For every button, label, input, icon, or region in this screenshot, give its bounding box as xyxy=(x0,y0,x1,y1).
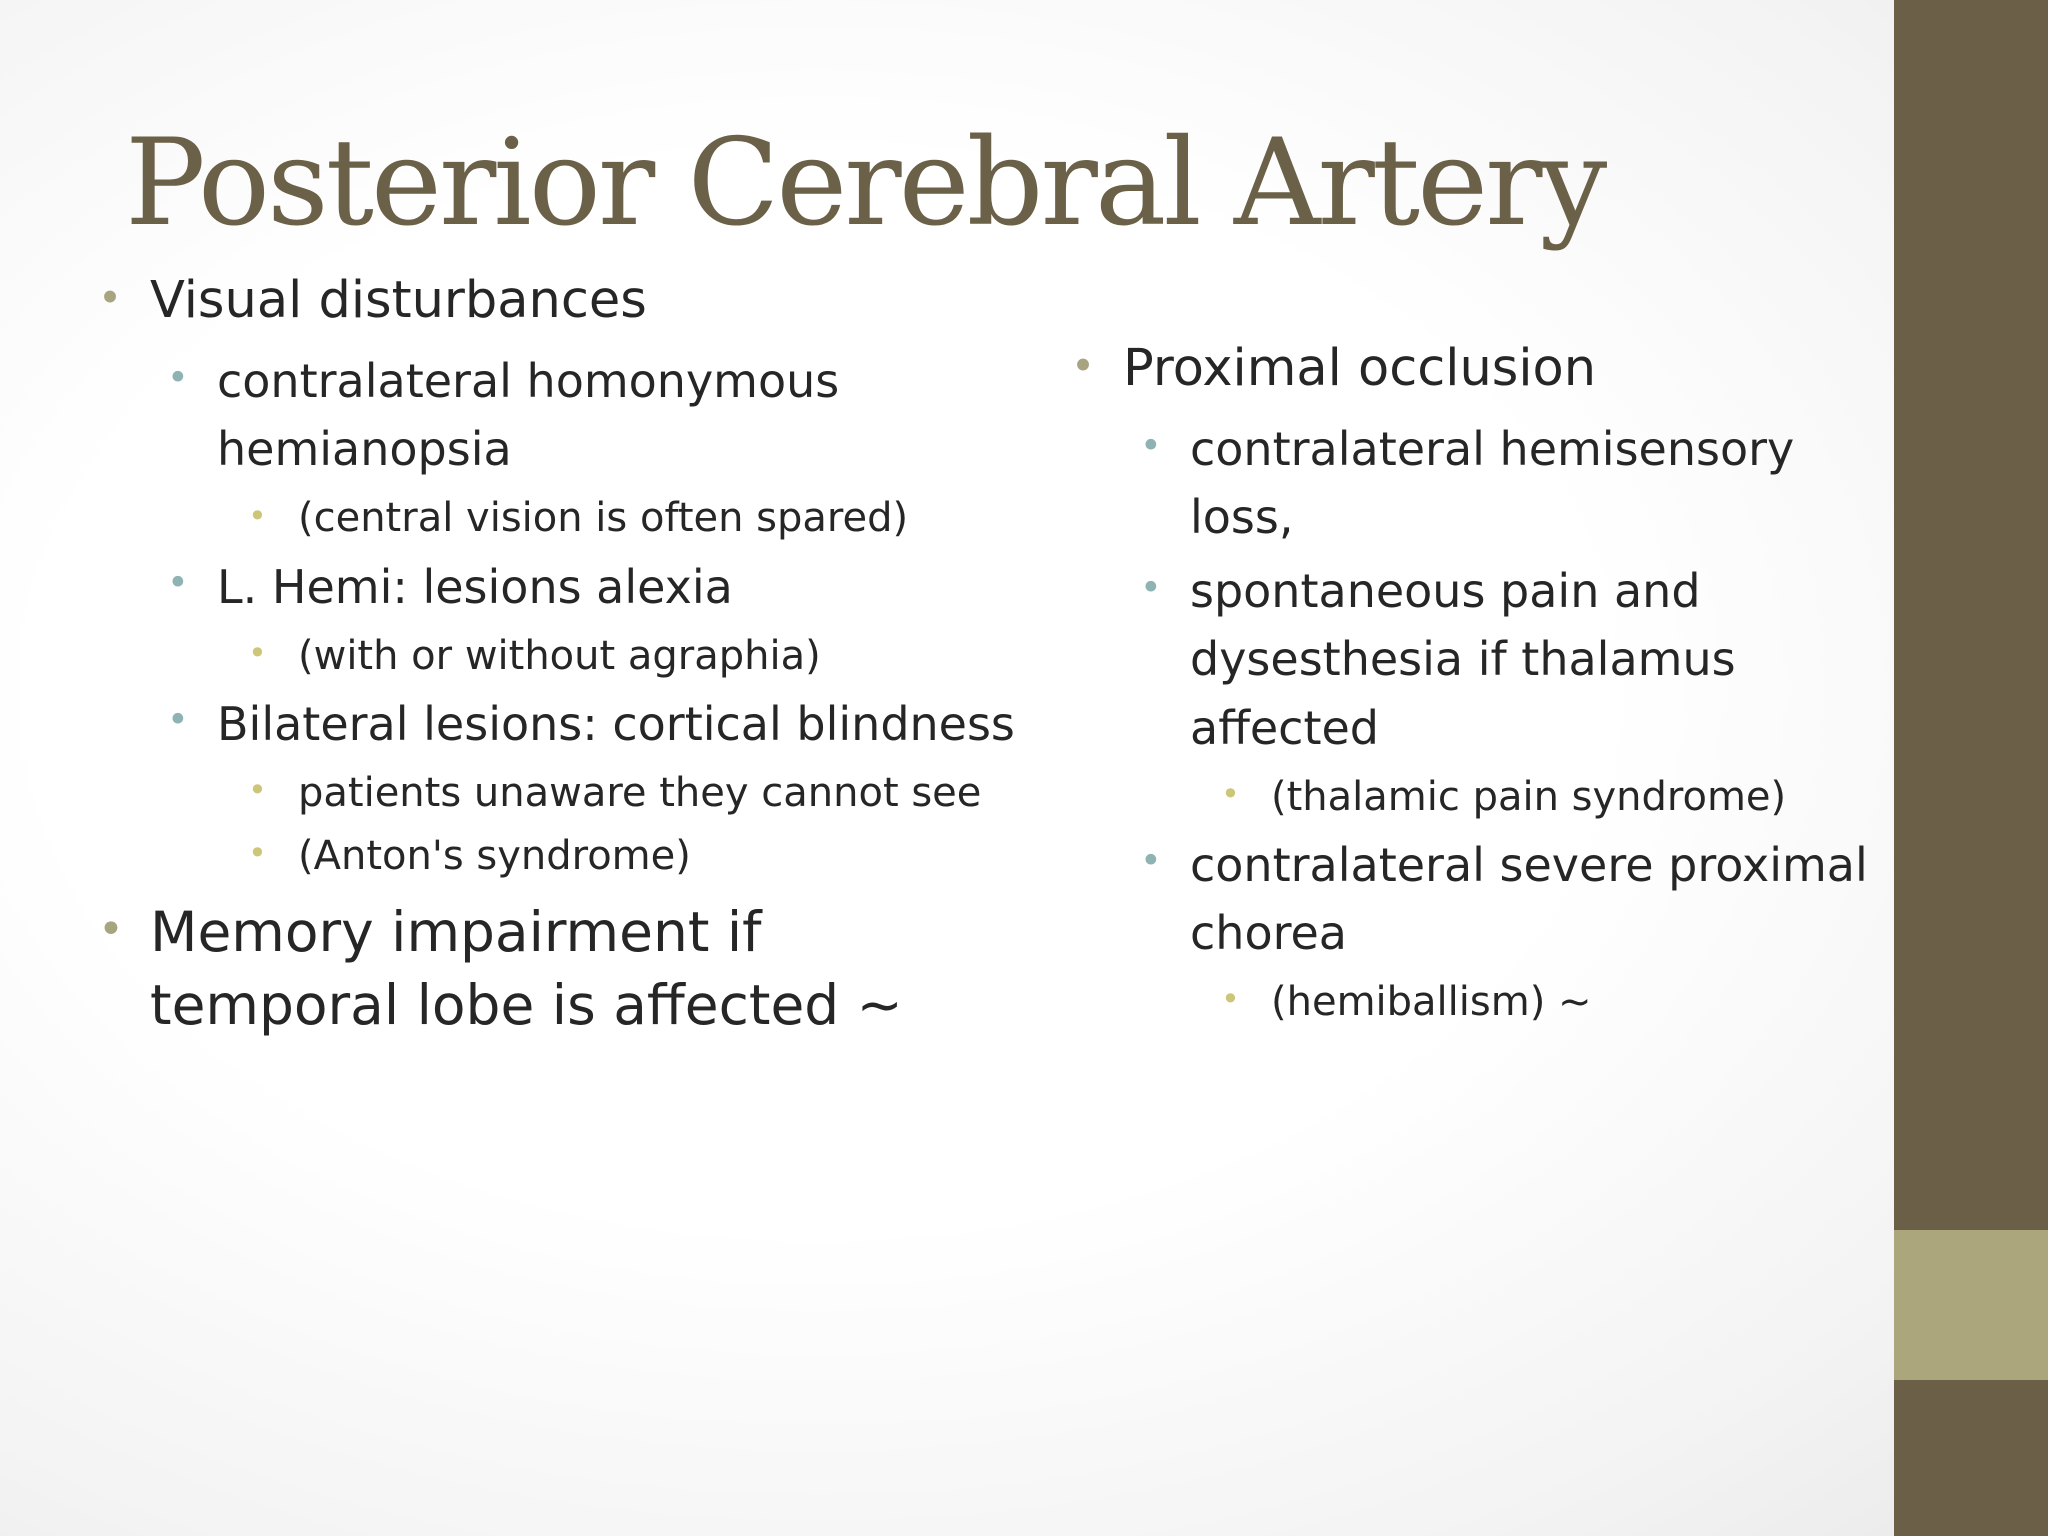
bullet-text: patients unaware they cannot see xyxy=(298,769,982,816)
bullet-dot-icon: • xyxy=(1140,566,1162,610)
bullet-item-level1 xyxy=(95,270,1025,331)
bullet-item-level2 xyxy=(95,347,1025,483)
bullet-dot-icon: • xyxy=(1221,774,1240,813)
bullet-dot-icon: • xyxy=(98,903,124,955)
bullet-dot-icon: • xyxy=(248,771,267,810)
bullet-item-level2 xyxy=(1068,557,1898,761)
bullet-item-level3 xyxy=(95,627,1025,686)
bullet-text: spontaneous pain and dysesthesia if thalamus affected xyxy=(1190,564,1736,755)
bullet-item-level2 xyxy=(1068,415,1898,551)
bullet-item-level3 xyxy=(1068,768,1898,827)
bullet-text: Visual disturbances xyxy=(150,271,647,330)
bullet-text: Bilateral lesions: cortical blindness xyxy=(217,696,1015,751)
bullet-dot-icon: • xyxy=(1140,839,1162,883)
bullet-text: (with or without agraphia) xyxy=(298,632,821,679)
bullet-item-level2 xyxy=(1068,831,1898,967)
bullet-dot-icon: • xyxy=(1071,342,1096,391)
bullet-dot-icon: • xyxy=(98,274,123,323)
bullet-text: contralateral homonymous hemianopsia xyxy=(217,354,840,477)
bullet-item-level2 xyxy=(95,553,1025,621)
bullet-item-level1 xyxy=(1068,338,1898,399)
bullet-item-level3 xyxy=(1068,973,1898,1032)
bullet-text: (Anton's syndrome) xyxy=(298,833,691,880)
bullet-dot-icon: • xyxy=(248,633,267,672)
bullet-dot-icon: • xyxy=(248,834,267,873)
side-decoration-accent xyxy=(1894,1230,2048,1380)
bullet-text: (hemiballism) ~ xyxy=(1271,978,1592,1025)
bullet-text: contralateral hemisensory loss, xyxy=(1190,422,1795,545)
bullet-dot-icon: • xyxy=(248,496,267,535)
bullet-text: (central vision is often spared) xyxy=(298,495,909,542)
right-column xyxy=(1068,338,1898,1036)
bullet-item-level3 xyxy=(95,827,1025,886)
bullet-item-level3 xyxy=(95,764,1025,823)
bullet-text: L. Hemi: lesions alexia xyxy=(217,559,733,614)
bullet-item-level1 xyxy=(95,896,1025,1042)
slide-title: Posterior Cerebral Artery xyxy=(125,114,1605,253)
left-column xyxy=(95,270,1025,1059)
bullet-dot-icon: • xyxy=(167,561,189,605)
bullet-text: contralateral severe proximal chorea xyxy=(1190,837,1868,960)
bullet-dot-icon: • xyxy=(1221,980,1240,1019)
bullet-text: (thalamic pain syndrome) xyxy=(1271,773,1787,820)
bullet-text: Memory impairment if temporal lobe is affected ~ xyxy=(150,900,903,1038)
bullet-item-level3 xyxy=(95,489,1025,548)
bullet-dot-icon: • xyxy=(1140,423,1162,467)
bullet-item-level2 xyxy=(95,690,1025,758)
bullet-dot-icon: • xyxy=(167,355,189,399)
bullet-dot-icon: • xyxy=(167,698,189,742)
bullet-text: Proximal occlusion xyxy=(1123,339,1597,398)
